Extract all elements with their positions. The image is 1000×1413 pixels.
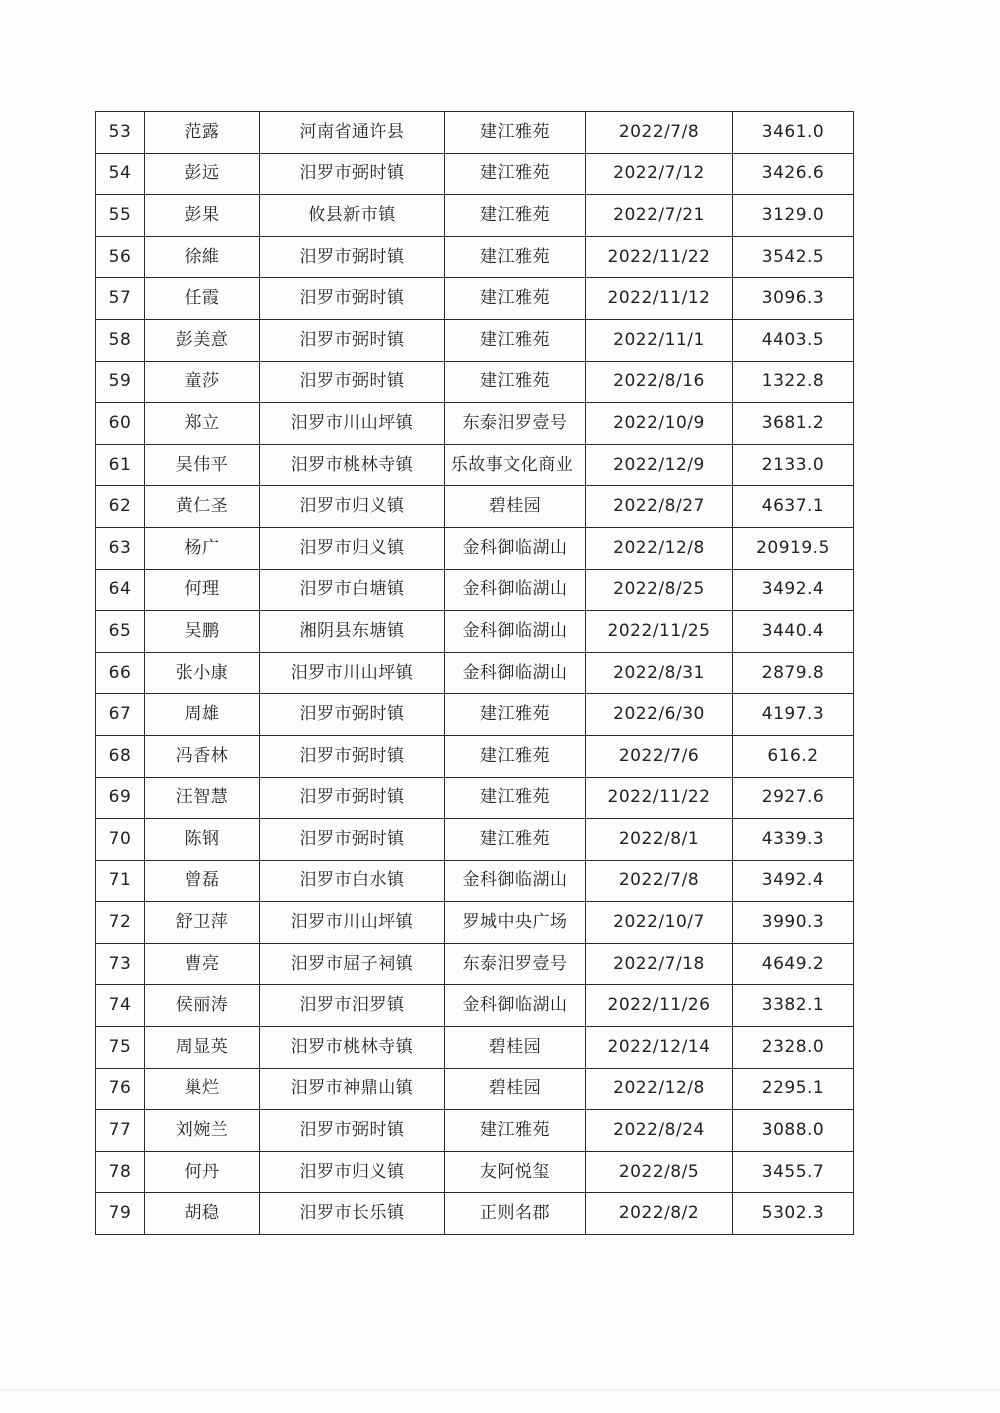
row-number-cell: 73 <box>96 943 145 985</box>
row-number-cell: 71 <box>96 860 145 902</box>
amount-cell: 4637.1 <box>733 486 854 528</box>
project-cell: 建江雅苑 <box>445 694 586 736</box>
project-cell: 建江雅苑 <box>445 735 586 777</box>
project-cell: 金科御临湖山 <box>445 652 586 694</box>
row-number-cell: 55 <box>96 195 145 237</box>
name-cell: 郑立 <box>145 403 260 445</box>
table-row <box>96 819 854 861</box>
row-number-cell: 69 <box>96 777 145 819</box>
date-cell: 2022/8/2 <box>586 1193 733 1235</box>
date-cell: 2022/12/9 <box>586 444 733 486</box>
amount-cell: 2295.1 <box>733 1068 854 1110</box>
table-row <box>96 444 854 486</box>
date-cell: 2022/11/25 <box>586 611 733 653</box>
project-cell: 建江雅苑 <box>445 195 586 237</box>
row-number-cell: 62 <box>96 486 145 528</box>
amount-cell: 3461.0 <box>733 112 854 154</box>
address-cell: 汨罗市弼时镇 <box>260 819 445 861</box>
name-cell: 任霞 <box>145 278 260 320</box>
row-number-cell: 57 <box>96 278 145 320</box>
table-row <box>96 1027 854 1069</box>
date-cell: 2022/7/8 <box>586 860 733 902</box>
name-cell: 曾磊 <box>145 860 260 902</box>
address-cell: 汨罗市长乐镇 <box>260 1193 445 1235</box>
amount-cell: 3492.4 <box>733 569 854 611</box>
amount-cell: 3096.3 <box>733 278 854 320</box>
address-cell: 湘阴县东塘镇 <box>260 611 445 653</box>
name-cell: 巢烂 <box>145 1068 260 1110</box>
row-number-cell: 79 <box>96 1193 145 1235</box>
row-number-cell: 77 <box>96 1110 145 1152</box>
date-cell: 2022/11/12 <box>586 278 733 320</box>
address-cell: 汨罗市弼时镇 <box>260 735 445 777</box>
name-cell: 陈钢 <box>145 819 260 861</box>
date-cell: 2022/8/5 <box>586 1151 733 1193</box>
date-cell: 2022/8/1 <box>586 819 733 861</box>
address-cell: 汨罗市归义镇 <box>260 527 445 569</box>
name-cell: 曹亮 <box>145 943 260 985</box>
amount-cell: 2133.0 <box>733 444 854 486</box>
row-number-cell: 58 <box>96 319 145 361</box>
row-number-cell: 70 <box>96 819 145 861</box>
date-cell: 2022/7/8 <box>586 112 733 154</box>
table-row <box>96 1110 854 1152</box>
amount-cell: 3492.4 <box>733 860 854 902</box>
row-number-cell: 65 <box>96 611 145 653</box>
table-row <box>96 985 854 1027</box>
table-row <box>96 902 854 944</box>
address-cell: 汨罗市归义镇 <box>260 486 445 528</box>
table-row <box>96 153 854 195</box>
project-cell: 建江雅苑 <box>445 278 586 320</box>
name-cell: 侯丽涛 <box>145 985 260 1027</box>
name-cell: 何理 <box>145 569 260 611</box>
project-cell: 建江雅苑 <box>445 153 586 195</box>
row-number-cell: 60 <box>96 403 145 445</box>
table-row <box>96 860 854 902</box>
row-number-cell: 56 <box>96 236 145 278</box>
project-cell: 建江雅苑 <box>445 1110 586 1152</box>
row-number-cell: 67 <box>96 694 145 736</box>
name-cell: 彭美意 <box>145 319 260 361</box>
table-row <box>96 652 854 694</box>
name-cell: 徐維 <box>145 236 260 278</box>
table-row <box>96 361 854 403</box>
date-cell: 2022/11/22 <box>586 777 733 819</box>
project-cell: 金科御临湖山 <box>445 569 586 611</box>
name-cell: 张小康 <box>145 652 260 694</box>
project-cell: 建江雅苑 <box>445 819 586 861</box>
project-cell: 东泰汨罗壹号 <box>445 943 586 985</box>
amount-cell: 2879.8 <box>733 652 854 694</box>
table-row <box>96 569 854 611</box>
address-cell: 汨罗市弼时镇 <box>260 777 445 819</box>
scan-edge <box>0 1389 1000 1391</box>
address-cell: 汨罗市弼时镇 <box>260 1110 445 1152</box>
table-row <box>96 611 854 653</box>
table-row <box>96 943 854 985</box>
table-row <box>96 527 854 569</box>
date-cell: 2022/8/16 <box>586 361 733 403</box>
project-cell: 碧桂园 <box>445 1068 586 1110</box>
table-row <box>96 486 854 528</box>
amount-cell: 3681.2 <box>733 403 854 445</box>
row-number-cell: 76 <box>96 1068 145 1110</box>
name-cell: 彭远 <box>145 153 260 195</box>
date-cell: 2022/12/8 <box>586 527 733 569</box>
table-row <box>96 195 854 237</box>
amount-cell: 4197.3 <box>733 694 854 736</box>
address-cell: 汨罗市川山坪镇 <box>260 652 445 694</box>
project-cell: 建江雅苑 <box>445 236 586 278</box>
row-number-cell: 64 <box>96 569 145 611</box>
table-row <box>96 112 854 154</box>
amount-cell: 3129.0 <box>733 195 854 237</box>
project-cell: 金科御临湖山 <box>445 611 586 653</box>
address-cell: 汨罗市归义镇 <box>260 1151 445 1193</box>
project-cell: 罗城中央广场 <box>445 902 586 944</box>
name-cell: 童莎 <box>145 361 260 403</box>
project-cell: 正则名郡 <box>445 1193 586 1235</box>
address-cell: 汨罗市屈子祠镇 <box>260 943 445 985</box>
name-cell: 何丹 <box>145 1151 260 1193</box>
date-cell: 2022/11/1 <box>586 319 733 361</box>
project-cell: 东泰汨罗壹号 <box>445 403 586 445</box>
date-cell: 2022/10/7 <box>586 902 733 944</box>
project-cell: 建江雅苑 <box>445 319 586 361</box>
amount-cell: 616.2 <box>733 735 854 777</box>
amount-cell: 4339.3 <box>733 819 854 861</box>
row-number-cell: 75 <box>96 1027 145 1069</box>
table-row <box>96 735 854 777</box>
row-number-cell: 54 <box>96 153 145 195</box>
name-cell: 吴伟平 <box>145 444 260 486</box>
date-cell: 2022/12/8 <box>586 1068 733 1110</box>
table-row <box>96 1193 854 1235</box>
name-cell: 舒卫萍 <box>145 902 260 944</box>
project-cell: 碧桂园 <box>445 486 586 528</box>
name-cell: 杨广 <box>145 527 260 569</box>
amount-cell: 20919.5 <box>733 527 854 569</box>
table-row <box>96 1151 854 1193</box>
row-number-cell: 78 <box>96 1151 145 1193</box>
date-cell: 2022/8/31 <box>586 652 733 694</box>
amount-cell: 4403.5 <box>733 319 854 361</box>
address-cell: 汨罗市弼时镇 <box>260 694 445 736</box>
table-row <box>96 694 854 736</box>
name-cell: 胡稳 <box>145 1193 260 1235</box>
address-cell: 汨罗市弼时镇 <box>260 361 445 403</box>
date-cell: 2022/7/18 <box>586 943 733 985</box>
table-row <box>96 1068 854 1110</box>
name-cell: 彭果 <box>145 195 260 237</box>
name-cell: 周雄 <box>145 694 260 736</box>
name-cell: 冯香林 <box>145 735 260 777</box>
table-row <box>96 403 854 445</box>
amount-cell: 5302.3 <box>733 1193 854 1235</box>
amount-cell: 3382.1 <box>733 985 854 1027</box>
address-cell: 汨罗市弼时镇 <box>260 278 445 320</box>
amount-cell: 2927.6 <box>733 777 854 819</box>
row-number-cell: 59 <box>96 361 145 403</box>
date-cell: 2022/11/26 <box>586 985 733 1027</box>
project-cell: 金科御临湖山 <box>445 527 586 569</box>
address-cell: 河南省通许县 <box>260 112 445 154</box>
address-cell: 汨罗市桃林寺镇 <box>260 444 445 486</box>
address-cell: 汨罗市白塘镇 <box>260 569 445 611</box>
project-cell: 金科御临湖山 <box>445 860 586 902</box>
address-cell: 汨罗市川山坪镇 <box>260 403 445 445</box>
date-cell: 2022/6/30 <box>586 694 733 736</box>
table-row <box>96 236 854 278</box>
date-cell: 2022/12/14 <box>586 1027 733 1069</box>
amount-cell: 3088.0 <box>733 1110 854 1152</box>
project-cell: 金科御临湖山 <box>445 985 586 1027</box>
date-cell: 2022/7/12 <box>586 153 733 195</box>
amount-cell: 3455.7 <box>733 1151 854 1193</box>
address-cell: 攸县新市镇 <box>260 195 445 237</box>
row-number-cell: 63 <box>96 527 145 569</box>
project-cell: 碧桂园 <box>445 1027 586 1069</box>
amount-cell: 3426.6 <box>733 153 854 195</box>
date-cell: 2022/11/22 <box>586 236 733 278</box>
amount-cell: 3542.5 <box>733 236 854 278</box>
amount-cell: 2328.0 <box>733 1027 854 1069</box>
date-cell: 2022/7/6 <box>586 735 733 777</box>
amount-cell: 3990.3 <box>733 902 854 944</box>
date-cell: 2022/10/9 <box>586 403 733 445</box>
address-cell: 汨罗市弼时镇 <box>260 236 445 278</box>
name-cell: 汪智慧 <box>145 777 260 819</box>
date-cell: 2022/8/24 <box>586 1110 733 1152</box>
date-cell: 2022/8/25 <box>586 569 733 611</box>
address-cell: 汨罗市白水镇 <box>260 860 445 902</box>
table-row <box>96 278 854 320</box>
row-number-cell: 74 <box>96 985 145 1027</box>
row-number-cell: 53 <box>96 112 145 154</box>
project-cell: 建江雅苑 <box>445 777 586 819</box>
row-number-cell: 61 <box>96 444 145 486</box>
amount-cell: 4649.2 <box>733 943 854 985</box>
address-cell: 汨罗市弼时镇 <box>260 153 445 195</box>
name-cell: 吴鹏 <box>145 611 260 653</box>
row-number-cell: 68 <box>96 735 145 777</box>
project-cell: 乐故事文化商业 <box>445 444 586 486</box>
name-cell: 黄仁圣 <box>145 486 260 528</box>
address-cell: 汨罗市汨罗镇 <box>260 985 445 1027</box>
row-number-cell: 72 <box>96 902 145 944</box>
table-body <box>96 112 854 1235</box>
address-cell: 汨罗市神鼎山镇 <box>260 1068 445 1110</box>
project-cell: 建江雅苑 <box>445 361 586 403</box>
project-cell: 友阿悦玺 <box>445 1151 586 1193</box>
name-cell: 刘婉兰 <box>145 1110 260 1152</box>
address-cell: 汨罗市川山坪镇 <box>260 902 445 944</box>
address-cell: 汨罗市弼时镇 <box>260 319 445 361</box>
row-number-cell: 66 <box>96 652 145 694</box>
name-cell: 范露 <box>145 112 260 154</box>
date-cell: 2022/8/27 <box>586 486 733 528</box>
address-cell: 汨罗市桃林寺镇 <box>260 1027 445 1069</box>
date-cell: 2022/7/21 <box>586 195 733 237</box>
amount-cell: 3440.4 <box>733 611 854 653</box>
subsidy-table <box>95 111 854 1235</box>
table-row <box>96 777 854 819</box>
project-cell: 建江雅苑 <box>445 112 586 154</box>
name-cell: 周显英 <box>145 1027 260 1069</box>
amount-cell: 1322.8 <box>733 361 854 403</box>
table-row <box>96 319 854 361</box>
